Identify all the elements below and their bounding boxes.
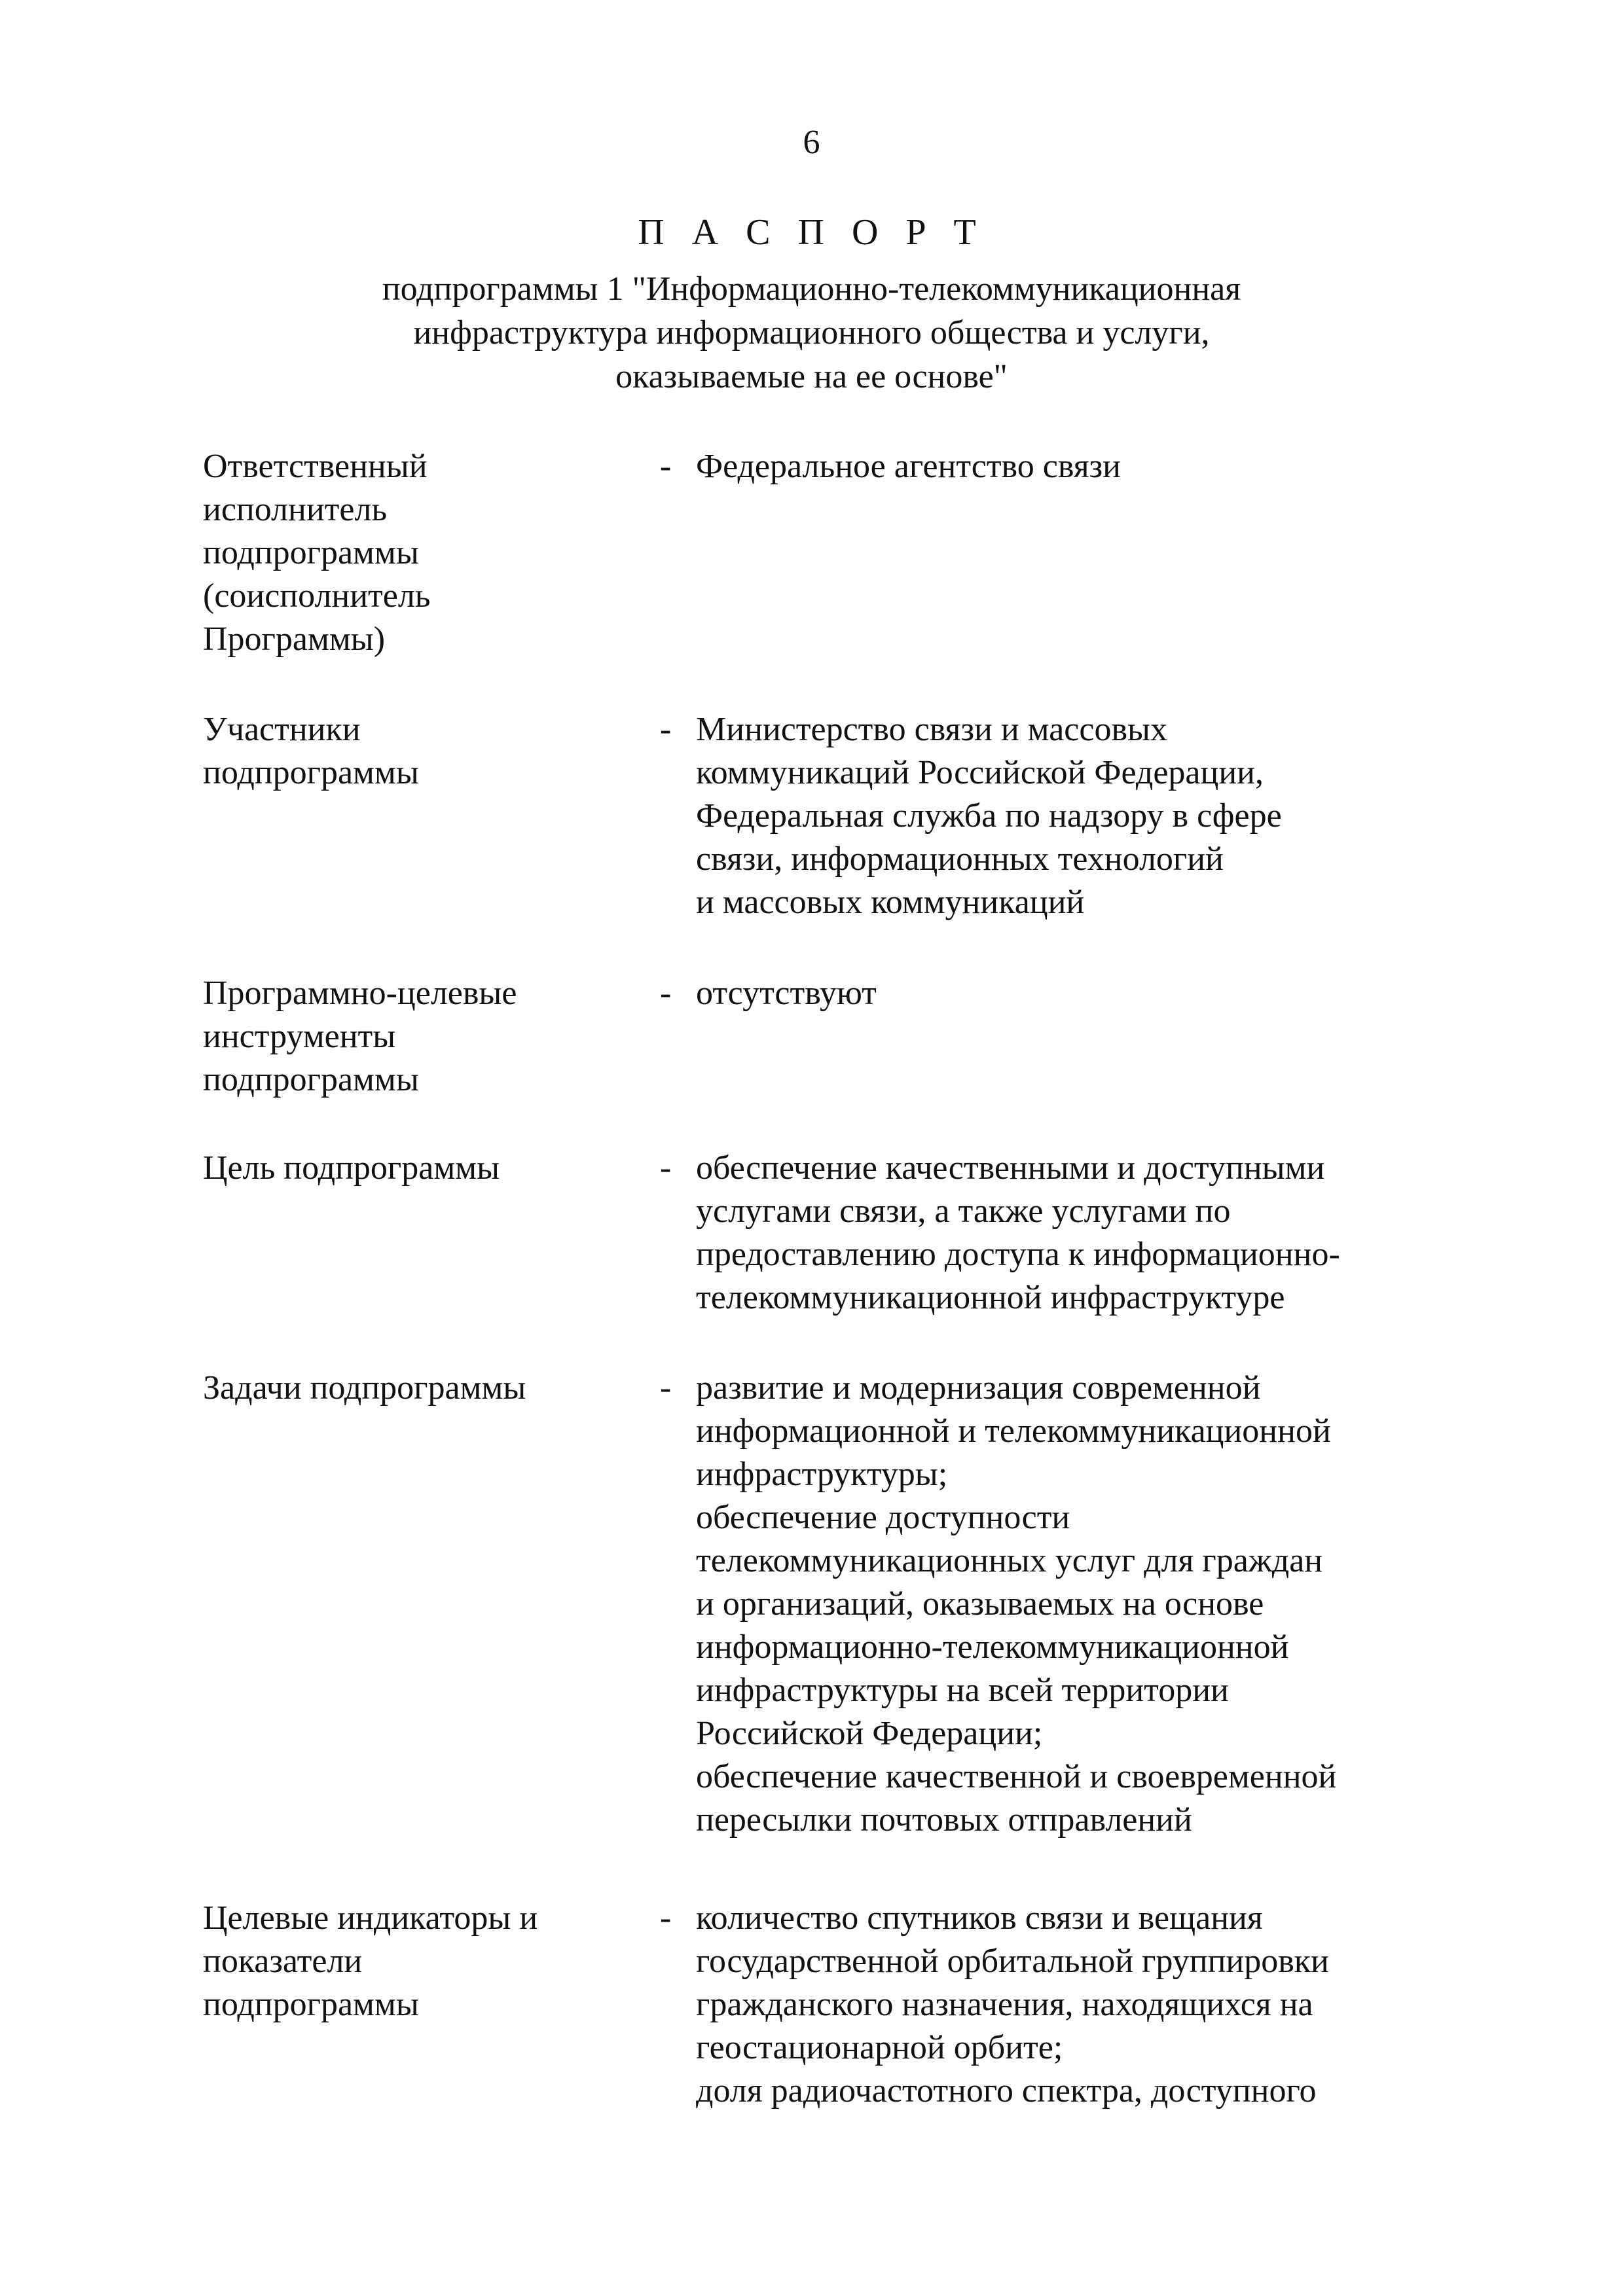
row-value xyxy=(696,445,1449,488)
row-label xyxy=(203,708,648,795)
subtitle-line: инфраструктура информационного общества и услуги, xyxy=(413,314,1210,351)
value-line: Федеральное агентство связи xyxy=(696,448,1121,485)
value-line: Министерство связи и массовых xyxy=(696,711,1167,748)
row-value xyxy=(696,972,1449,1015)
row-value xyxy=(696,1147,1449,1319)
row-value xyxy=(696,708,1449,924)
row-dash: - xyxy=(660,711,672,748)
value-line: информационно-телекоммуникационной xyxy=(696,1628,1289,1666)
label-line: показатели xyxy=(203,1943,363,1980)
value-line: инфраструктуры на всей территории xyxy=(696,1672,1229,1709)
value-line: коммуникаций Российской Федерации, xyxy=(696,754,1264,791)
value-line: связи, информационных технологий xyxy=(696,840,1224,878)
label-line: подпрограммы xyxy=(203,1986,419,2023)
row-label xyxy=(203,1897,648,2026)
label-line: подпрограммы xyxy=(203,534,419,571)
value-line: гражданского назначения, находящихся на xyxy=(696,1986,1313,2023)
label-line: Задачи подпрограммы xyxy=(203,1369,526,1407)
label-line: Ответственный xyxy=(203,448,428,485)
value-line: пересылки почтовых отправлений xyxy=(696,1801,1192,1839)
row-dash: - xyxy=(660,1149,672,1187)
document-subtitle xyxy=(0,267,1623,399)
label-line: (соисполнитель xyxy=(203,577,431,615)
value-line: обеспечение качественной и своевременной xyxy=(696,1758,1337,1795)
value-line: обеспечение доступности xyxy=(696,1499,1070,1536)
label-line: Целевые индикаторы и xyxy=(203,1899,538,1937)
value-line: и организаций, оказываемых на основе xyxy=(696,1585,1264,1623)
label-line: исполнитель xyxy=(203,491,388,528)
row-label xyxy=(203,1367,648,1410)
label-line: подпрограммы xyxy=(203,754,419,791)
value-line: доля радиочастотного спектра, доступного xyxy=(696,2072,1317,2109)
label-line: Цель подпрограммы xyxy=(203,1149,500,1187)
row-dash: - xyxy=(660,975,672,1012)
row-value xyxy=(696,1897,1449,2113)
value-line: предоставлению доступа к информационно- xyxy=(696,1236,1340,1273)
value-line: телекоммуникационной инфраструктуре xyxy=(696,1279,1285,1316)
value-line: государственной орбитальной группировки xyxy=(696,1943,1329,1980)
value-line: отсутствуют xyxy=(696,975,877,1012)
page-number: 6 xyxy=(803,124,820,161)
value-line: телекоммуникационных услуг для граждан xyxy=(696,1542,1323,1579)
row-value xyxy=(696,1367,1449,1842)
label-line: инструменты xyxy=(203,1018,396,1055)
row-label xyxy=(203,1147,648,1190)
value-line: Федеральная служба по надзору в сфере xyxy=(696,797,1282,834)
row-label xyxy=(203,445,648,661)
document-title: П А С П О Р Т xyxy=(638,212,985,253)
row-label xyxy=(203,972,648,1102)
value-line: и массовых коммуникаций xyxy=(696,884,1085,921)
subtitle-line: оказываемые на ее основе" xyxy=(615,358,1008,395)
value-line: количество спутников связи и вещания xyxy=(696,1899,1263,1937)
value-line: услугами связи, а также услугами по xyxy=(696,1193,1231,1230)
value-line: геостационарной орбите; xyxy=(696,2029,1063,2066)
value-line: обеспечение качественными и доступными xyxy=(696,1149,1325,1187)
label-line: Программно-целевые xyxy=(203,975,517,1012)
value-line: Российской Федерации; xyxy=(696,1715,1043,1752)
label-line: Участники xyxy=(203,711,361,748)
value-line: инфраструктуры; xyxy=(696,1456,948,1493)
row-dash: - xyxy=(660,1899,672,1937)
row-dash: - xyxy=(660,1369,672,1407)
value-line: информационной и телекоммуникационной xyxy=(696,1412,1331,1450)
label-line: подпрограммы xyxy=(203,1061,419,1098)
value-line: развитие и модернизация современной xyxy=(696,1369,1261,1407)
subtitle-line: подпрограммы 1 "Информационно-телекоммуникационная xyxy=(382,270,1241,308)
label-line: Программы) xyxy=(203,620,386,658)
row-dash: - xyxy=(660,448,672,485)
